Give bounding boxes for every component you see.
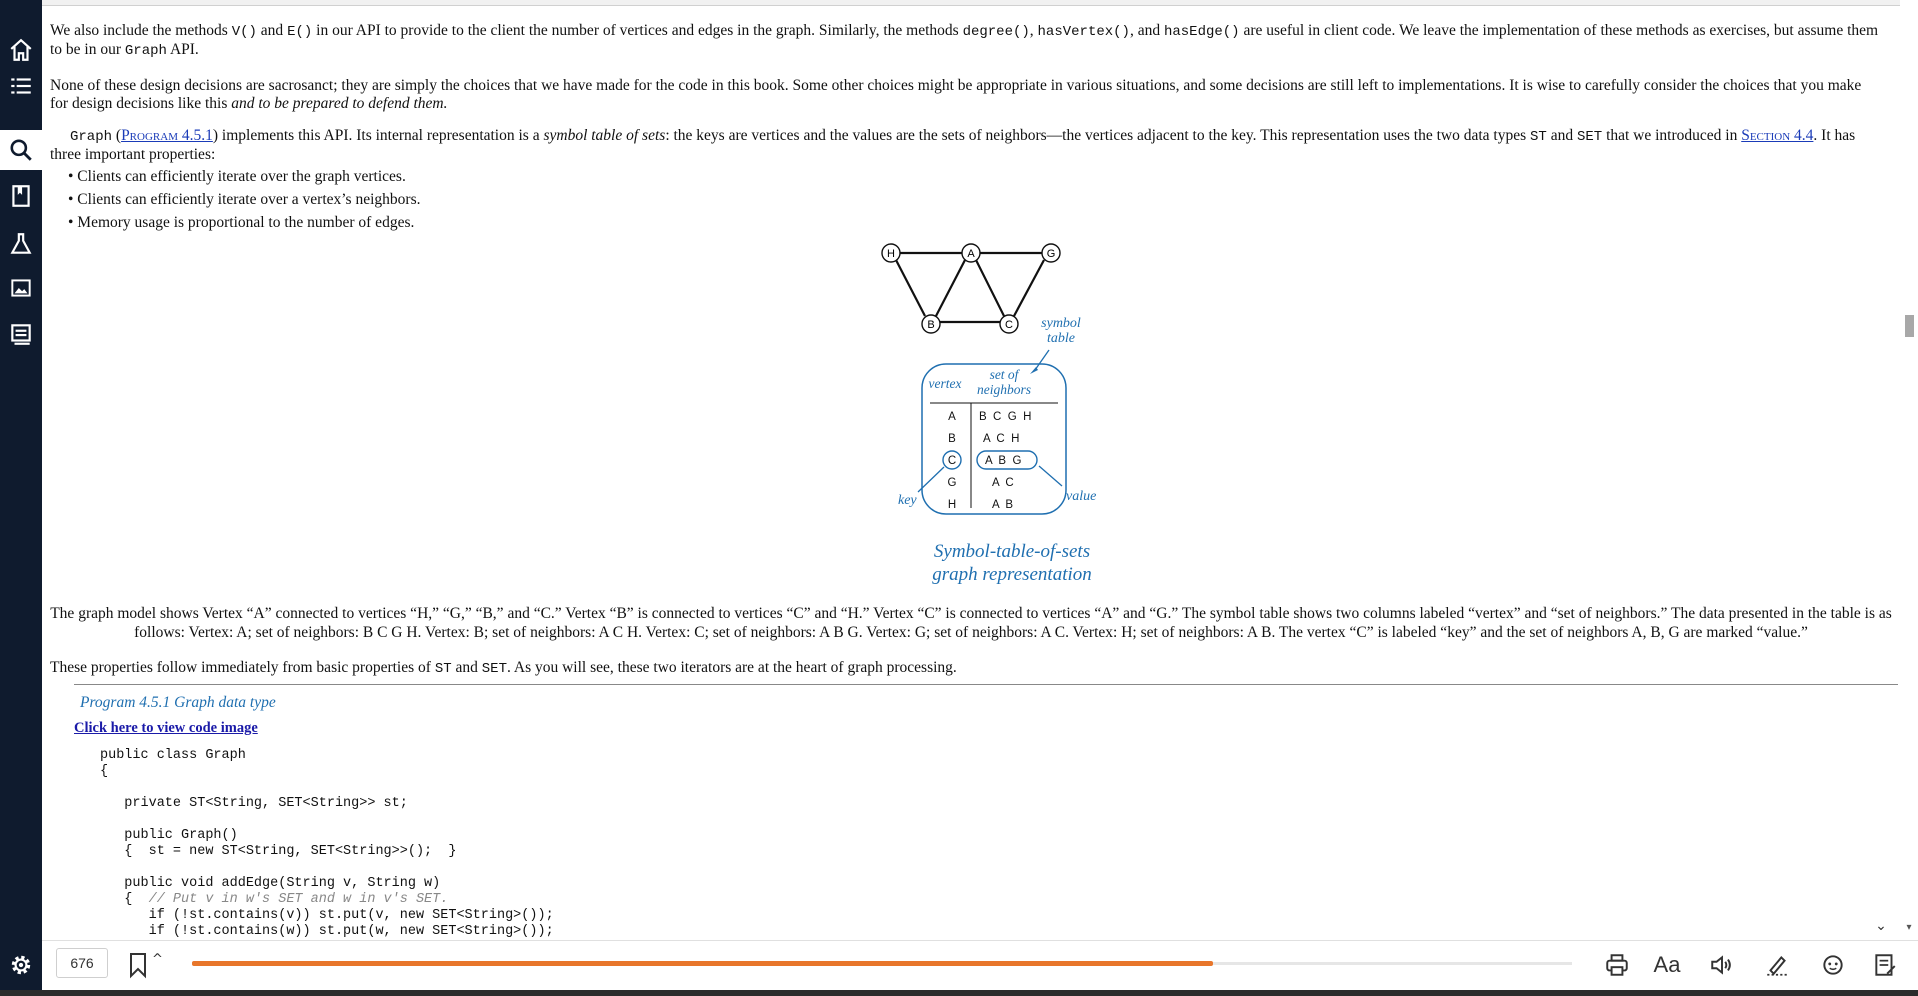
bullet-item: • Clients can efficiently iterate over the graph vertices. [68, 168, 406, 185]
notebook-button[interactable] [1870, 950, 1900, 980]
reader-content [42, 0, 1900, 940]
paragraph-properties [50, 659, 1880, 678]
text-run: and [1546, 127, 1577, 144]
reading-progress-fill [192, 961, 1213, 966]
font-size-button[interactable] [1652, 950, 1682, 980]
code-line: { st = new ST<String, SET<String>>(); } [100, 844, 457, 859]
text-run: , and [1129, 22, 1164, 39]
text-run: that we introduced in [1602, 127, 1742, 144]
text-run: in our API to provide to the client the number of vertices and edges in the graph. Similarly, the methods [312, 22, 963, 39]
text-run: : the keys are vertices and the values are the sets of neighbors—the vertices adjacent to the key. This representation uses the two data types [665, 127, 1531, 144]
node-label-b: B [927, 319, 935, 331]
print-button[interactable] [1602, 950, 1632, 980]
label-table: table [1047, 331, 1075, 346]
edge-h-b [896, 260, 925, 316]
code-comment: // Put v in w's SET and w in v's SET. [148, 892, 449, 907]
page-number-input[interactable]: 676 [56, 948, 108, 978]
code-inline: hasVertex() [1037, 24, 1130, 40]
header-neighbors: neighbors [977, 382, 1031, 397]
scroll-down-arrow-icon[interactable]: ▾ [1906, 922, 1912, 933]
value-arrow [1039, 466, 1062, 486]
node-label-c: C [1005, 319, 1013, 331]
table-vertex-cell: C [947, 455, 957, 467]
highlight-button[interactable] [1762, 950, 1792, 980]
text-run: These properties follow immediately from basic properties of [50, 659, 435, 676]
link-program-4-5-1[interactable]: Program 4.5.1 [121, 127, 213, 144]
divider [74, 684, 1898, 685]
figures-button[interactable] [0, 268, 42, 308]
notes-button[interactable] [0, 314, 42, 354]
code-line: { [100, 764, 109, 779]
text-run: and [256, 22, 288, 39]
code-inline: hasEdge() [1163, 24, 1240, 40]
header-vertex: vertex [928, 376, 962, 391]
emphasis: and to be prepared to defend them. [231, 95, 448, 112]
window-bottom-edge [0, 990, 1918, 996]
reading-progress-bar[interactable] [192, 962, 1572, 965]
code-line: if (!st.contains(w)) st.put(w, new SET<String>()); [100, 924, 554, 939]
code-line: { [100, 892, 149, 907]
label-symbol: symbol [1041, 316, 1081, 331]
chevron-down-icon[interactable]: ⌄ [1875, 918, 1887, 934]
paragraph-design-decisions [50, 77, 1880, 113]
node-label-h: H [887, 248, 895, 260]
table-neighbors-cell: A B [992, 499, 1014, 511]
paragraph-graph-representation [50, 127, 1880, 164]
read-aloud-button[interactable] [1707, 950, 1737, 980]
bookmark-page-icon [8, 183, 34, 209]
home-button[interactable] [0, 30, 42, 70]
edge-a-b [936, 260, 965, 316]
node-label-a: A [967, 248, 975, 260]
text-run: We also include the methods [50, 22, 232, 39]
label-key: key [898, 493, 917, 508]
code-inline: V() [231, 24, 257, 40]
text-run: ( [112, 127, 122, 144]
code-line: if (!st.contains(v)) st.put(v, new SET<String>()); [100, 908, 554, 923]
code-line: private ST<String, SET<String>> st; [100, 796, 408, 811]
highlighter-icon [1764, 952, 1790, 978]
table-neighbors-cell: A C H [983, 433, 1020, 445]
speaker-icon [1709, 952, 1735, 978]
edge-a-c [976, 260, 1004, 316]
search-icon [8, 137, 34, 163]
header-set-of: set of [989, 367, 1019, 382]
emphasis: symbol table of sets [543, 127, 666, 144]
notes-icon [8, 321, 34, 347]
code-inline: ST [434, 661, 452, 677]
table-vertex-cell: H [947, 499, 957, 511]
link-section-4-4[interactable]: Section 4.4 [1741, 127, 1814, 144]
edge-g-c [1014, 260, 1044, 316]
view-code-image-link[interactable]: Click here to view code image [74, 720, 258, 736]
code-inline: Graph [124, 43, 167, 59]
code-line: public void addEdge(String v, String w) [100, 876, 441, 891]
flask-icon [8, 231, 34, 257]
figure-caption-line: Symbol-table-of-sets [933, 541, 1091, 562]
bullet-item: • Clients can efficiently iterate over a vertex’s neighbors. [68, 191, 421, 208]
table-of-contents-button[interactable] [0, 66, 42, 106]
text-run: . As you will see, these two iterators are at the heart of graph processing. [506, 659, 957, 676]
code-listing [100, 748, 554, 956]
figure-caption [862, 540, 1162, 586]
bookmark-icon[interactable] [128, 952, 148, 978]
table-neighbors-cell: A C [992, 477, 1014, 489]
code-line: public Graph() [100, 828, 238, 843]
left-sidebar [0, 0, 42, 996]
table-vertex-cell: B [948, 433, 956, 445]
text-run: , [1029, 22, 1038, 39]
code-inline: Graph [70, 129, 113, 145]
gear-icon [8, 952, 34, 978]
code-inline: SET [1576, 129, 1603, 145]
paragraph-api-methods [50, 22, 1880, 60]
symbol-table-arrow [1035, 350, 1049, 370]
label-value: value [1066, 489, 1097, 504]
bookmarks-panel-button[interactable] [0, 176, 42, 216]
code-inline: ST [1530, 129, 1547, 145]
notebook-icon [1872, 952, 1898, 978]
table-neighbors-cell: B C G H [979, 411, 1032, 423]
text-run: ) implements this API. Its internal representation is a [212, 127, 544, 144]
text-run: and [451, 659, 482, 676]
text-run: . It has three important properties: [50, 127, 1856, 163]
figure-description: The graph model shows Vertex “A” connected to vertices “H,” “G,” “B,” and “C.” Vertex “B” is connected to vertices “C” and “H.” Vertex “C” is connected to vertices “A” and “G.” The symbol table shows two columns labeled “vertex” and “set of neighbors.” The data presented in the table is as follows: Vertex: A; set of neighbors: B C G H. Vertex: B; set of neighbors: A C H. Vertex: C; set of neighbors: A B G. Vertex: G; set of neighbors: A C. Vertex: H; set of neighbors: A B. The vertex “C” is labeled “key” and the set of neighbors A, B, G are marked “value.” [50, 605, 1892, 641]
figure-caption-line: graph representation [932, 564, 1092, 585]
help-icon [1820, 952, 1846, 978]
image-icon [8, 275, 34, 301]
code-inline: E() [287, 24, 313, 40]
text-run: are useful in client code. We leave the implementation of these methods as exercises, but assume them to be in our [50, 22, 1879, 58]
scrollbar-thumb[interactable] [1905, 315, 1914, 337]
caret-up-icon[interactable]: ^ [152, 952, 163, 967]
font-size-icon: Aa [1653, 952, 1681, 977]
help-button[interactable] [1818, 950, 1848, 980]
settings-button[interactable] [0, 940, 42, 990]
table-neighbors-cell: A B G [985, 455, 1022, 467]
toc-icon [8, 73, 34, 99]
vertical-scrollbar[interactable] [1900, 0, 1918, 940]
text-run: API. [166, 41, 199, 58]
search-button[interactable] [0, 130, 42, 170]
table-vertex-cell: G [947, 477, 957, 489]
home-icon [8, 37, 34, 63]
labs-button[interactable] [0, 224, 42, 264]
bullet-item: • Memory usage is proportional to the number of edges. [68, 214, 415, 231]
program-title: Program 4.5.1 Graph data type [80, 694, 276, 711]
node-label-g: G [1046, 248, 1056, 260]
code-inline: SET [481, 661, 507, 677]
print-icon [1604, 952, 1630, 978]
code-line: public class Graph [100, 748, 246, 763]
code-inline: degree() [962, 24, 1030, 40]
table-vertex-cell: A [948, 411, 956, 423]
text-run: None of these design decisions are sacrosanct; they are simply the choices that we have made for the code in this book. Some other choices might be appropriate in various situations, and some decisions are still left to implementations. It is wise to carefully consider the choices that you make for design decisions like this [50, 77, 1862, 112]
